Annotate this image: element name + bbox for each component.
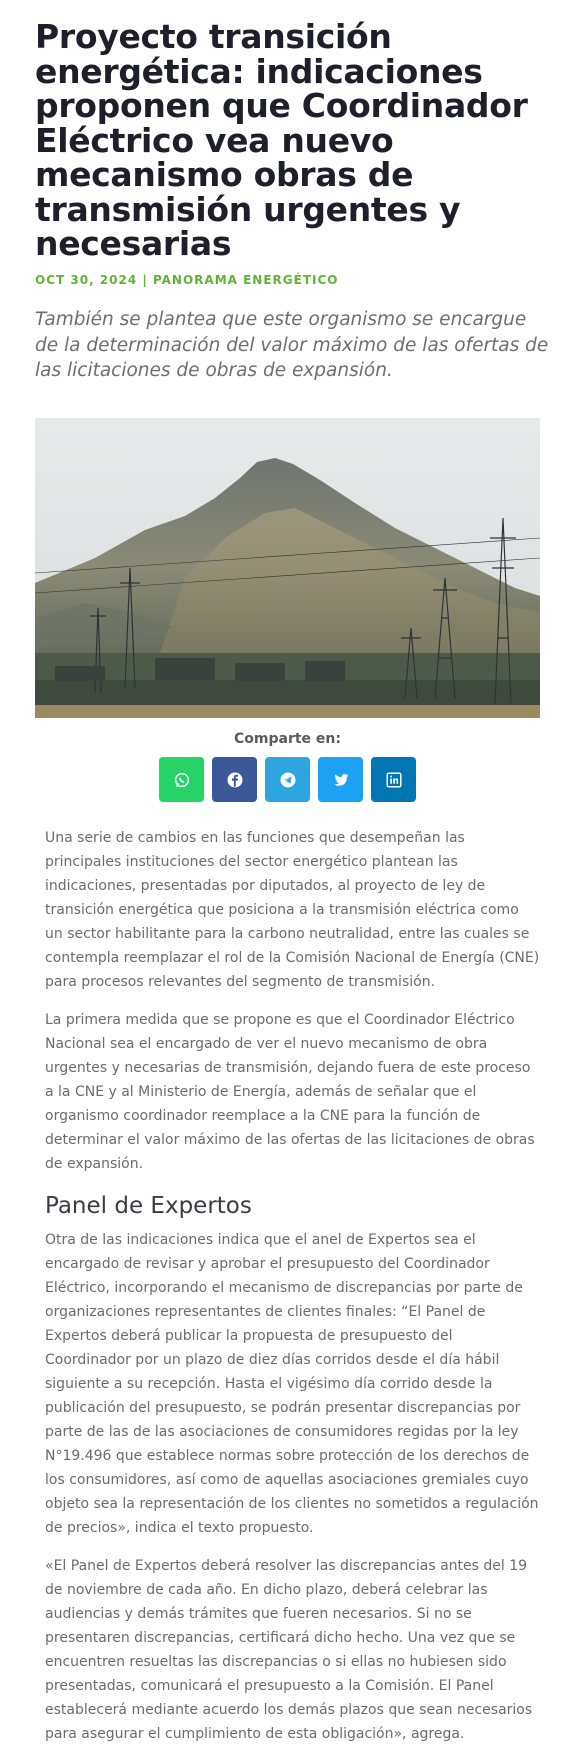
article-date-category[interactable]: OCT 30, 2024 | PANORAMA ENERGÉTICO (35, 273, 339, 287)
share-twitter-button[interactable] (318, 757, 363, 802)
article-meta (35, 273, 338, 287)
article-body (45, 826, 540, 1760)
share-telegram-button[interactable] (265, 757, 310, 802)
body-paragraph: Una serie de cambios en las funciones que desempeñan las principales instituciones del sector energético plantean las indicaciones, presentadas por diputados, al proyecto de ley de transición energética que posiciona a la transmisión eléctrica como un sector habilitante para la carbono neutralidad, entre las cuales se contempla reemplazar el rol de la Comisión Nacional de Energía (CNE) para procesos relevantes del segmento de transmisión. (45, 830, 540, 990)
mountain-transmission-photo (35, 418, 540, 718)
body-paragraph: Otra de las indicaciones indica que el anel de Expertos sea el encargado de revisar y aprobar el presupuesto del Coordinador Eléctrico, incorporando el mecanismo de discrepancias por parte de organizaciones representantes de clientes finales: “El Panel de Expertos deberá publicar la propuesta de presupuesto del Coordinador por un plazo de diez días corridos desde el día hábil siguiente a su recepción. Hasta el vigésimo día corrido desde la publicación del presupuesto, se podrán presentar discrepancias por parte de las de las asociaciones de consumidores regidas por la ley N°19.496 que establece normas sobre protección de los derechos de los consumidores, así como de aquellas asociaciones gremiales cuyo objeto sea la representación de los clientes no sometidos a regulación de precios», indica el texto propuesto. (45, 1232, 539, 1536)
article-title: Proyecto transición energética: indicaciones proponen que Coordinador Eléctrico vea nuevo mecanismo obras de transmisión urgentes y necesarias (35, 17, 528, 263)
section-heading: Panel de Expertos (45, 1193, 252, 1219)
share-whatsapp-button[interactable] (159, 757, 204, 802)
telegram-icon (279, 771, 297, 789)
whatsapp-icon (173, 771, 191, 789)
article-photo (35, 418, 540, 718)
share-facebook-button[interactable] (212, 757, 257, 802)
body-paragraph: La primera medida que se propone es que el Coordinador Eléctrico Nacional sea el encargado de ver el nuevo mecanismo de obra urgentes y necesarias de transmisión, dejando fuera de este proceso a la CNE y al Ministerio de Energía, además de señalar que el organismo coordinador reemplace a la CNE para la función de determinar el valor máximo de las ofertas de las licitaciones de obras de expansión. (45, 1012, 535, 1172)
linkedin-icon (385, 771, 403, 789)
body-paragraph: «El Panel de Expertos deberá resolver las discrepancias antes del 19 de noviembre de cada año. En dicho plazo, deberá celebrar las audiencias y demás trámites que fueren necesarios. Si no se presentaren discrepancias, certificará dicho hecho. Una vez que se encuentren resueltas las discrepancias o si ellas no hubiesen sido presentadas, comunicará el presupuesto a la Comisión. El Panel establecerá mediante acuerdo los demás plazos que sean necesarios para asegurar el cumplimiento de esta obligación», agrega. (45, 1558, 533, 1742)
share-linkedin-button[interactable] (371, 757, 416, 802)
twitter-icon (332, 771, 350, 789)
share-buttons (35, 757, 540, 802)
article-lead: También se plantea que este organismo se encargue de la determinación del valor máximo de las ofertas de las licitaciones de obras de expansión. (35, 309, 549, 381)
share-label: Comparte en: (234, 731, 341, 747)
facebook-icon (226, 771, 244, 789)
